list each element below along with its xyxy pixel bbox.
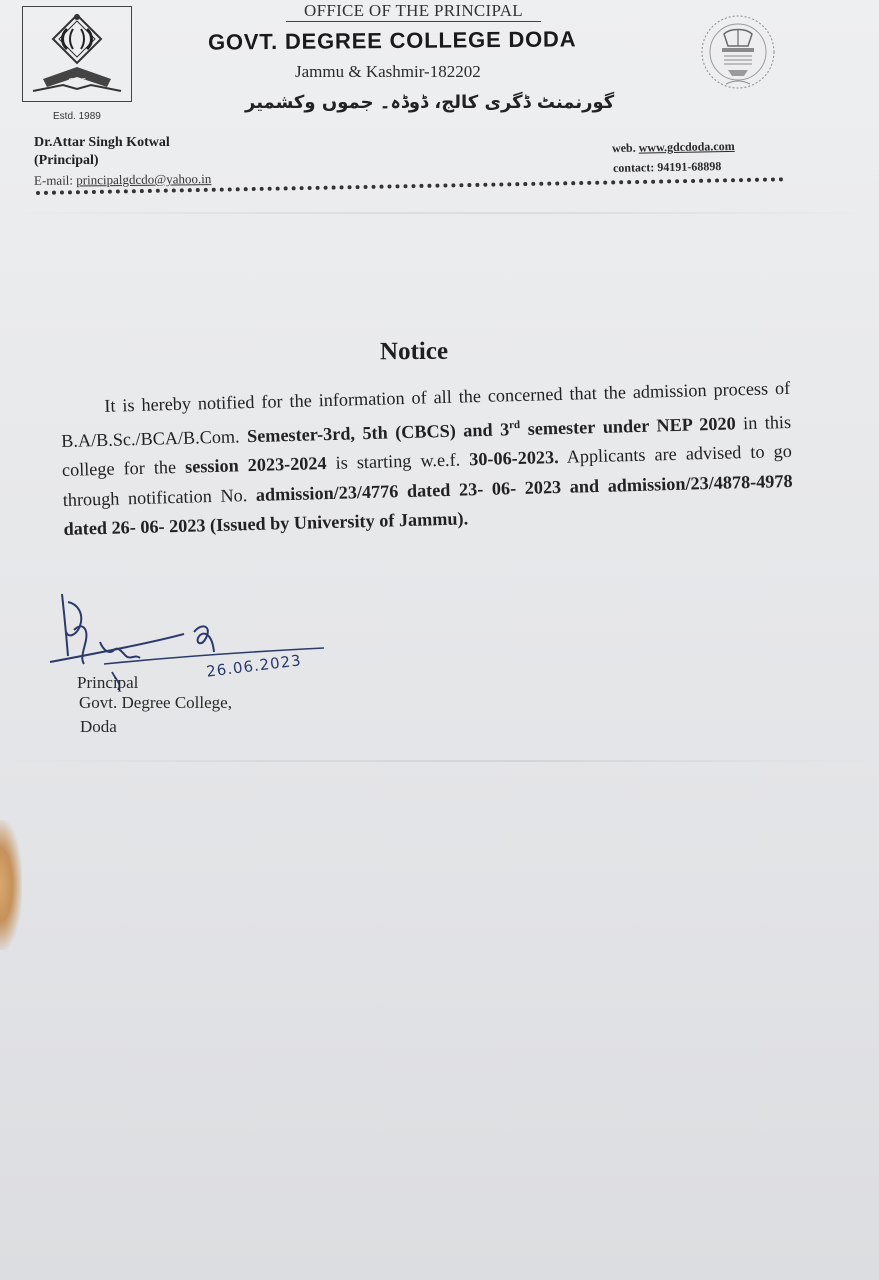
notice-text-bold: admission/23/4776 dated 23- 06- 2023 and admission/23/4878-4978 dated 26- 06- 2023 (Issued by University of Jammu). bbox=[63, 470, 793, 540]
paper-crease bbox=[0, 760, 879, 762]
notice-text-bold: session 2023-2024 bbox=[184, 453, 327, 477]
email-label: E-mail: bbox=[33, 172, 74, 188]
university-emblem bbox=[694, 12, 782, 96]
college-name: GOVT. DEGREE COLLEGE DODA bbox=[207, 26, 577, 55]
website-link[interactable]: www.gdcdoda.com bbox=[638, 138, 735, 155]
crest-icon bbox=[23, 7, 131, 101]
urdu-college-name: گورنمنٹ ڈگری کالج، ڈوڈہ۔ جموں وکشمیر bbox=[245, 92, 615, 113]
notice-text: It is hereby notified for the information of all the concerned that the admission process of B.A/B.Sc./BCA/B.Com. bbox=[60, 377, 791, 451]
email-address[interactable]: principalgdcdo@yahoo.in bbox=[76, 171, 212, 188]
college-address: Jammu & Kashmir-182202 bbox=[295, 62, 481, 81]
paper-crease bbox=[0, 212, 879, 214]
web-line bbox=[612, 139, 735, 156]
notice-text-bold: under NEP 2020 bbox=[602, 412, 736, 437]
contact-line bbox=[613, 159, 722, 176]
signatory-title: Principal bbox=[77, 673, 139, 692]
principal-role: (Principal) bbox=[34, 153, 99, 168]
superscript: rd bbox=[508, 418, 521, 431]
office-heading: OFFICE OF THE PRINCIPAL bbox=[286, 1, 541, 22]
notice-text-bold: 30-06-2023. bbox=[468, 447, 559, 470]
emblem-icon bbox=[694, 12, 782, 96]
established-year: Estd. 1989 bbox=[53, 111, 101, 122]
email-line bbox=[34, 171, 211, 189]
notice-title: Notice bbox=[379, 337, 449, 366]
notice-body bbox=[60, 374, 794, 545]
notice-text: is starting w.e.f. bbox=[335, 449, 461, 473]
signature-date: 26.06.2023 bbox=[205, 651, 303, 681]
notice-text-bold: Semester-3rd, 5th (CBCS) and 3 bbox=[246, 418, 510, 446]
principal-name: Dr.Attar Singh Kotwal bbox=[34, 135, 170, 150]
notice-text: in this college for the bbox=[61, 411, 792, 481]
contact-number: 94191-68898 bbox=[657, 159, 722, 175]
finger-shadow bbox=[0, 820, 22, 950]
notice-text-bold: semester bbox=[527, 416, 596, 439]
signatory-college: Govt. Degree College, bbox=[79, 693, 232, 712]
signatory-place: Doda bbox=[80, 717, 117, 736]
contact-label: contact: bbox=[612, 160, 655, 175]
crest-logo-text: GDC bbox=[68, 77, 86, 86]
web-label: web. bbox=[611, 140, 636, 156]
notice-text: Applicants are advised to go through notification No. bbox=[62, 440, 793, 510]
college-crest-logo bbox=[22, 6, 132, 102]
